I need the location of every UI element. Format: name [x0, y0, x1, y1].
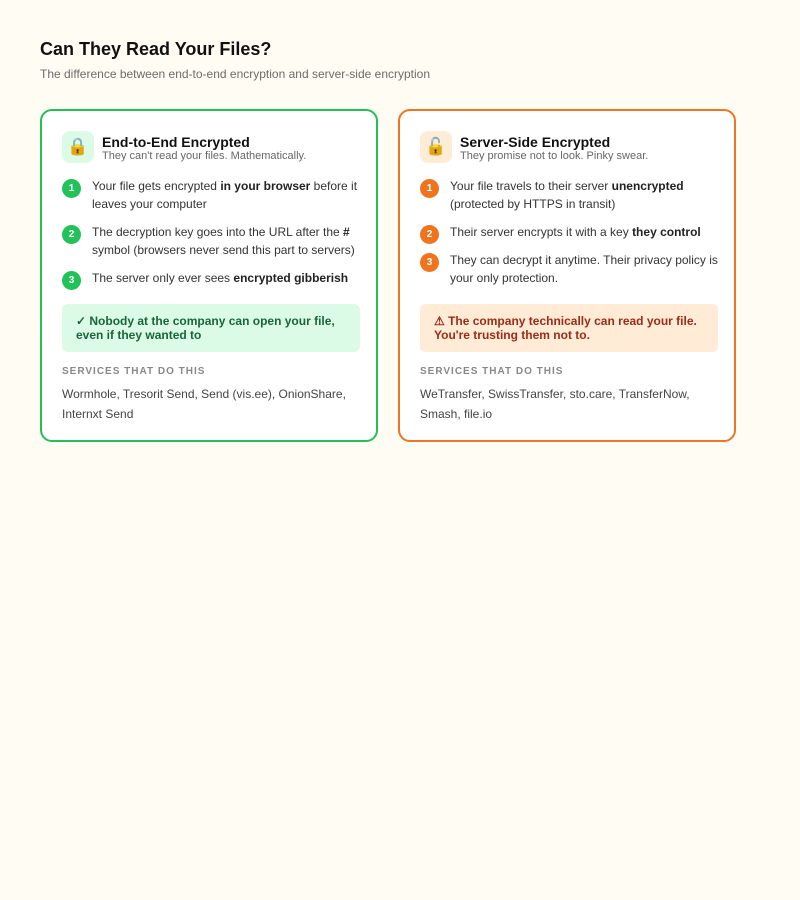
- step-number: 1: [62, 179, 81, 198]
- step-text-bold: they control: [632, 225, 701, 239]
- step-text: Their server encrypts it with a key: [450, 225, 633, 239]
- steps-list: [62, 177, 362, 297]
- services-list: WeTransfer, SwissTransfer, sto.care, TransferNow, Smash, file.io: [420, 387, 690, 421]
- services-heading: SERVICES THAT DO THIS: [62, 366, 206, 377]
- card-title: End-to-End Encrypted: [102, 134, 250, 150]
- step-text: (protected by HTTPS in transit): [450, 197, 616, 211]
- card-tagline: They promise not to look. Pinky swear.: [460, 150, 649, 162]
- e2e-card: [40, 109, 378, 442]
- step-text: The decryption key goes into the URL after the: [92, 225, 344, 239]
- step-number: 1: [420, 179, 439, 198]
- step-text-bold: in your browser: [220, 179, 311, 193]
- step-item: [420, 177, 720, 213]
- card-tagline: They can't read your files. Mathematically.: [102, 150, 307, 162]
- server-side-card: [398, 109, 736, 442]
- step-text: The server only ever sees: [92, 271, 234, 285]
- step-item: [62, 177, 362, 213]
- services-heading: SERVICES THAT DO THIS: [420, 366, 564, 377]
- step-text-bold: #: [343, 225, 350, 239]
- step-number: 3: [62, 271, 81, 290]
- step-item: [62, 223, 362, 259]
- services-list: Wormhole, Tresorit Send, Send (vis.ee), OnionShare, Internxt Send: [62, 387, 346, 421]
- page-subtitle: The difference between end-to-end encryption and server-side encryption: [40, 67, 431, 81]
- step-text-bold: encrypted gibberish: [233, 271, 349, 285]
- step-item: [420, 223, 720, 241]
- step-number: 3: [420, 253, 439, 272]
- step-number: 2: [420, 225, 439, 244]
- step-text-bold: unencrypted: [611, 179, 684, 193]
- lock-open-icon: 🔓: [420, 131, 452, 163]
- step-number: 2: [62, 225, 81, 244]
- page-title: Can They Read Your Files?: [40, 39, 272, 59]
- steps-list: [420, 177, 720, 297]
- step-text: Your file travels to their server: [450, 179, 612, 193]
- step-text: before it leaves your computer: [92, 179, 358, 211]
- step-text: They can decrypt it anytime. Their privacy policy is your only protection.: [450, 253, 718, 285]
- step-text: Your file gets encrypted: [92, 179, 221, 193]
- step-text: symbol (browsers never send this part to servers): [92, 243, 355, 257]
- callout-success: ✓ Nobody at the company can open your file, even if they wanted to: [62, 304, 360, 352]
- step-item: [420, 251, 720, 287]
- lock-closed-icon: 🔒: [62, 131, 94, 163]
- callout-warning: ⚠ The company technically can read your file. You're trusting them not to.: [420, 304, 718, 352]
- card-title: Server-Side Encrypted: [460, 134, 611, 150]
- step-item: [62, 269, 362, 287]
